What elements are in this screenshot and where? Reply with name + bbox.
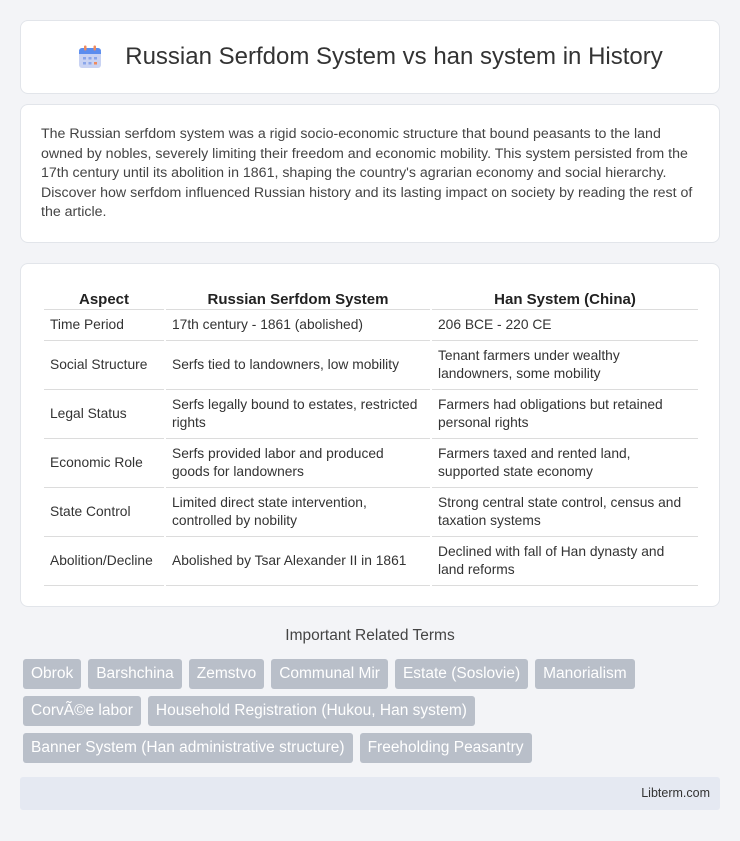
comparison-table [42,282,700,586]
table-row [44,439,698,488]
table-cell: Economic Role [44,439,164,488]
related-terms-list [23,659,723,770]
table-row [44,341,698,390]
tag-row [23,696,723,726]
table-cell: Social Structure [44,341,164,390]
related-terms-title: Important Related Terms [285,627,455,644]
tag-row [23,733,723,763]
comparison-table-card [20,263,720,607]
header-card [20,20,720,94]
table-row [44,390,698,439]
tag-row [23,659,723,689]
table-cell: Abolition/Decline [44,537,164,586]
footer-site-link[interactable]: Libterm.com [641,786,710,800]
table-cell: 206 BCE - 220 CE [432,310,698,341]
tag-obrok[interactable]: Obrok [23,659,81,689]
calendar-icon [77,44,103,70]
column-header-han: Han System (China) [432,282,698,310]
table-row [44,310,698,341]
tag-barshchina[interactable]: Barshchina [88,659,182,689]
column-header-russian: Russian Serfdom System [166,282,430,310]
intro-card [20,104,720,243]
table-cell: Strong central state control, census and taxation systems [432,488,698,537]
intro-text: The Russian serfdom system was a rigid socio-economic structure that bound peasants to the land owned by nobles, severely limiting their freedom and economic mobility. This system persisted from the 17th century until its abolition in 1861, shaping the country's agrarian economy and social hierarchy. Discover how serfdom influenced Russian history and its lasting impact on society by reading the rest of the article. [41,126,693,220]
table-cell: Time Period [44,310,164,341]
table-cell: Tenant farmers under wealthy landowners, some mobility [432,341,698,390]
table-cell: Farmers had obligations but retained personal rights [432,390,698,439]
tag-corvee-labor[interactable]: CorvÃ©e labor [23,696,141,726]
table-cell: Serfs legally bound to estates, restricted rights [166,390,430,439]
table-cell: Limited direct state intervention, controlled by nobility [166,488,430,537]
tag-estate-soslovie[interactable]: Estate (Soslovie) [395,659,528,689]
column-header-aspect: Aspect [44,282,164,310]
table-cell: Declined with fall of Han dynasty and land reforms [432,537,698,586]
tag-zemstvo[interactable]: Zemstvo [189,659,264,689]
table-cell: Serfs provided labor and produced goods for landowners [166,439,430,488]
table-cell: 17th century - 1861 (abolished) [166,310,430,341]
table-cell: Legal Status [44,390,164,439]
tag-communal-mir[interactable]: Communal Mir [271,659,388,689]
table-row [44,488,698,537]
table-row [44,537,698,586]
table-cell: Abolished by Tsar Alexander II in 1861 [166,537,430,586]
table-header-row [44,282,698,310]
tag-manorialism[interactable]: Manorialism [535,659,635,689]
tag-household-registration[interactable]: Household Registration (Hukou, Han system) [148,696,475,726]
tag-freeholding-peasantry[interactable]: Freeholding Peasantry [360,733,532,763]
table-cell: Farmers taxed and rented land, supported state economy [432,439,698,488]
table-cell: Serfs tied to landowners, low mobility [166,341,430,390]
table-cell: State Control [44,488,164,537]
footer [20,777,720,810]
tag-banner-system[interactable]: Banner System (Han administrative structure) [23,733,353,763]
page-title: Russian Serfdom System vs han system in History [125,43,663,70]
